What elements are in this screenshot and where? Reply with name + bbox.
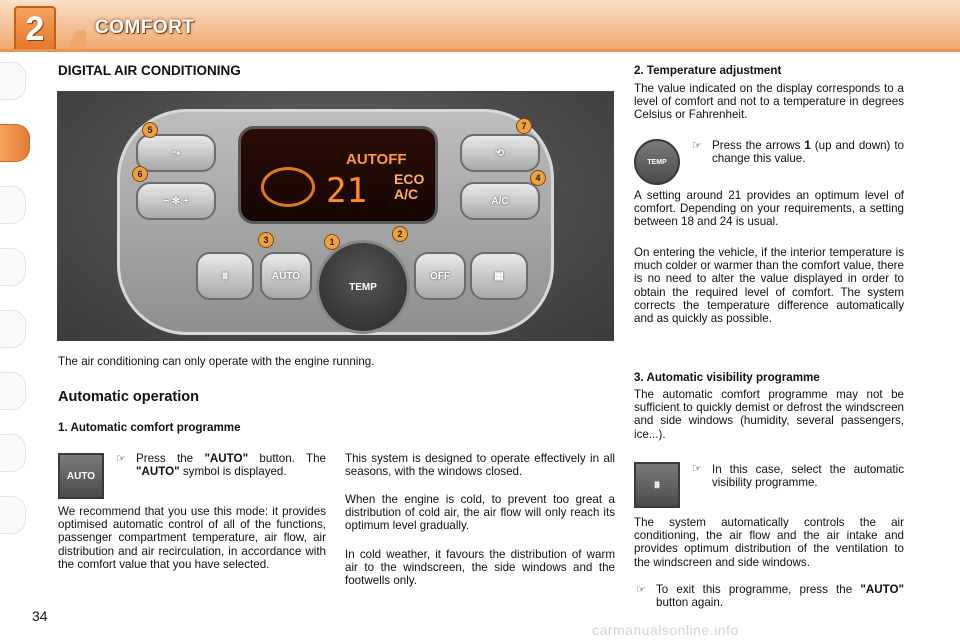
auto-button-icon: AUTO (58, 453, 104, 499)
arrow-bullet-icon: ☞ (692, 463, 702, 475)
callout-7: 7 (516, 118, 532, 134)
callout-5: 5 (142, 122, 158, 138)
mid-paragraph-1: This system is designed to operate effectively in all seasons, with the windows closed. (345, 452, 615, 479)
side-tab-2-active[interactable] (0, 124, 30, 162)
callout-3: 3 (258, 232, 274, 248)
sub2-instr-pre: Press the arrows (712, 139, 805, 152)
display-auto-off: AUTOFF (346, 151, 407, 168)
sub2-instruction (712, 139, 904, 165)
sub1-heading: 1. Automatic comfort programme (58, 421, 241, 434)
sub2-instr-post: (up and down) to change this value. (712, 139, 905, 166)
sub3-exit-instruction (656, 583, 904, 609)
sub3-instruction: In this case, select the automatic visibility programme. (712, 463, 904, 490)
side-tab-6[interactable] (0, 372, 26, 410)
sub1-instr-auto: "AUTO" (204, 452, 249, 465)
temp-dial[interactable] (316, 240, 410, 334)
front-demist-button[interactable] (196, 252, 254, 300)
sub2-paragraph: The value indicated on the display corresponds to a level of comfort and not to a temperature in degrees Celsius or Fahrenheit. (634, 82, 904, 122)
rear-demist-button[interactable] (470, 252, 528, 300)
sub1-instr-auto2: "AUTO" (136, 465, 180, 479)
page-heading: DIGITAL AIR CONDITIONING (58, 63, 241, 78)
arrow-bullet-icon: ☞ (116, 453, 126, 465)
fan-minus-plus-icon: − ✻ + (163, 195, 189, 207)
section-heading: Automatic operation (58, 389, 199, 405)
windscreen-demist-icon: ⩩ (222, 270, 228, 282)
display-screen (238, 126, 438, 224)
header-slant (56, 30, 86, 52)
sub2-paragraph-3: On entering the vehicle, if the interior temperature is much colder or warmer than the comfort value, there is no need to alter the value displayed in order to obtain the required level of comfort. The system corrects the temperature difference automatically and as quickly as possible. (634, 246, 904, 326)
display-eco: ECO (394, 171, 425, 187)
temp-dial-label: TEMP (349, 281, 377, 293)
sub2-heading: 2. Temperature adjustment (634, 64, 782, 77)
windscreen-demist-icon: ⩩ (634, 462, 680, 508)
callout-1: 1 (324, 234, 340, 250)
chapter-number-tab: 2 (14, 6, 56, 52)
side-tab-1[interactable] (0, 62, 26, 100)
side-tab-8[interactable] (0, 496, 26, 534)
watermark: carmanualsonline.info (592, 622, 739, 638)
callout-4: 4 (530, 170, 546, 186)
side-tab-7[interactable] (0, 434, 26, 472)
callout-6: 6 (132, 166, 148, 182)
fan-speed-button[interactable] (136, 182, 216, 220)
mid-paragraph-3: In cold weather, it favours the distribution of warm air to the windscreen, the side windows and the footwells only. (345, 548, 615, 588)
fan-display-icon (261, 167, 315, 207)
side-tab-3[interactable] (0, 186, 26, 224)
auto-button[interactable]: AUTO (260, 252, 312, 300)
ventilation-person-icon: ⤳ (172, 147, 180, 159)
side-tabs (0, 62, 34, 582)
mid-paragraph-2: When the engine is cold, to prevent too great a distribution of cold air, the air flow will only reach its optimum level gradually. (345, 493, 615, 533)
chapter-title: COMFORT (95, 17, 195, 38)
sub3-paragraph-2: The system automatically controls the air conditioning, the air flow and the air intake and provides optimum distribution of the ventilation to the windscreen and side windows. (634, 516, 904, 569)
sub3-exit-pre: To exit this programme, press the (656, 583, 861, 596)
rear-window-demist-icon: ▦ (494, 270, 504, 282)
recirculation-button[interactable] (460, 134, 540, 172)
page-number: 34 (32, 608, 48, 624)
arrow-bullet-icon: ☞ (692, 140, 702, 152)
sub3-paragraph: The automatic comfort programme may not be sufficient to quickly demist or defrost the windscreen and side windows (humidity, several passengers, ice...). (634, 388, 904, 441)
display-eco-ac (394, 172, 424, 202)
temp-dial-icon: TEMP (634, 139, 680, 185)
sub3-heading: 3. Automatic visibility programme (634, 371, 820, 384)
control-panel (117, 109, 554, 335)
side-tab-4[interactable] (0, 248, 26, 286)
ac-button[interactable]: A/C (460, 182, 540, 220)
climate-panel-photo (57, 91, 614, 341)
chapter-header (0, 0, 960, 52)
sub2-instr-num: 1 (804, 139, 811, 152)
sub3-exit-post: button again. (656, 596, 724, 610)
recirculation-car-icon: ⟲ (495, 147, 505, 159)
display-temperature: 21 (326, 171, 367, 211)
sub1-paragraph: We recommend that you use this mode: it provides optimised automatic control of all of the functions, passenger compartment temperature, air flow, air distribution and air recirculation, in accordance with the comfort value that you have selected. (58, 505, 326, 571)
display-ac: A/C (394, 186, 419, 202)
sub1-instruction (136, 452, 326, 478)
side-tab-5[interactable] (0, 310, 26, 348)
off-button[interactable]: OFF (414, 252, 466, 300)
sub2-paragraph-2: A setting around 21 provides an optimum level of comfort. Depending on your requirements, a setting between 18 and 24 is usual. (634, 189, 904, 229)
sub1-instr-mid: button. The (248, 452, 326, 465)
photo-caption: The air conditioning can only operate with the engine running. (58, 355, 375, 368)
arrow-bullet-icon: ☞ (636, 584, 646, 596)
callout-2: 2 (392, 226, 408, 242)
sub1-instr-pre: Press the (136, 452, 205, 465)
air-distribution-button[interactable] (136, 134, 216, 172)
sub3-exit-auto: "AUTO" (860, 583, 904, 596)
sub1-instr-post: symbol is displayed. (179, 465, 287, 479)
